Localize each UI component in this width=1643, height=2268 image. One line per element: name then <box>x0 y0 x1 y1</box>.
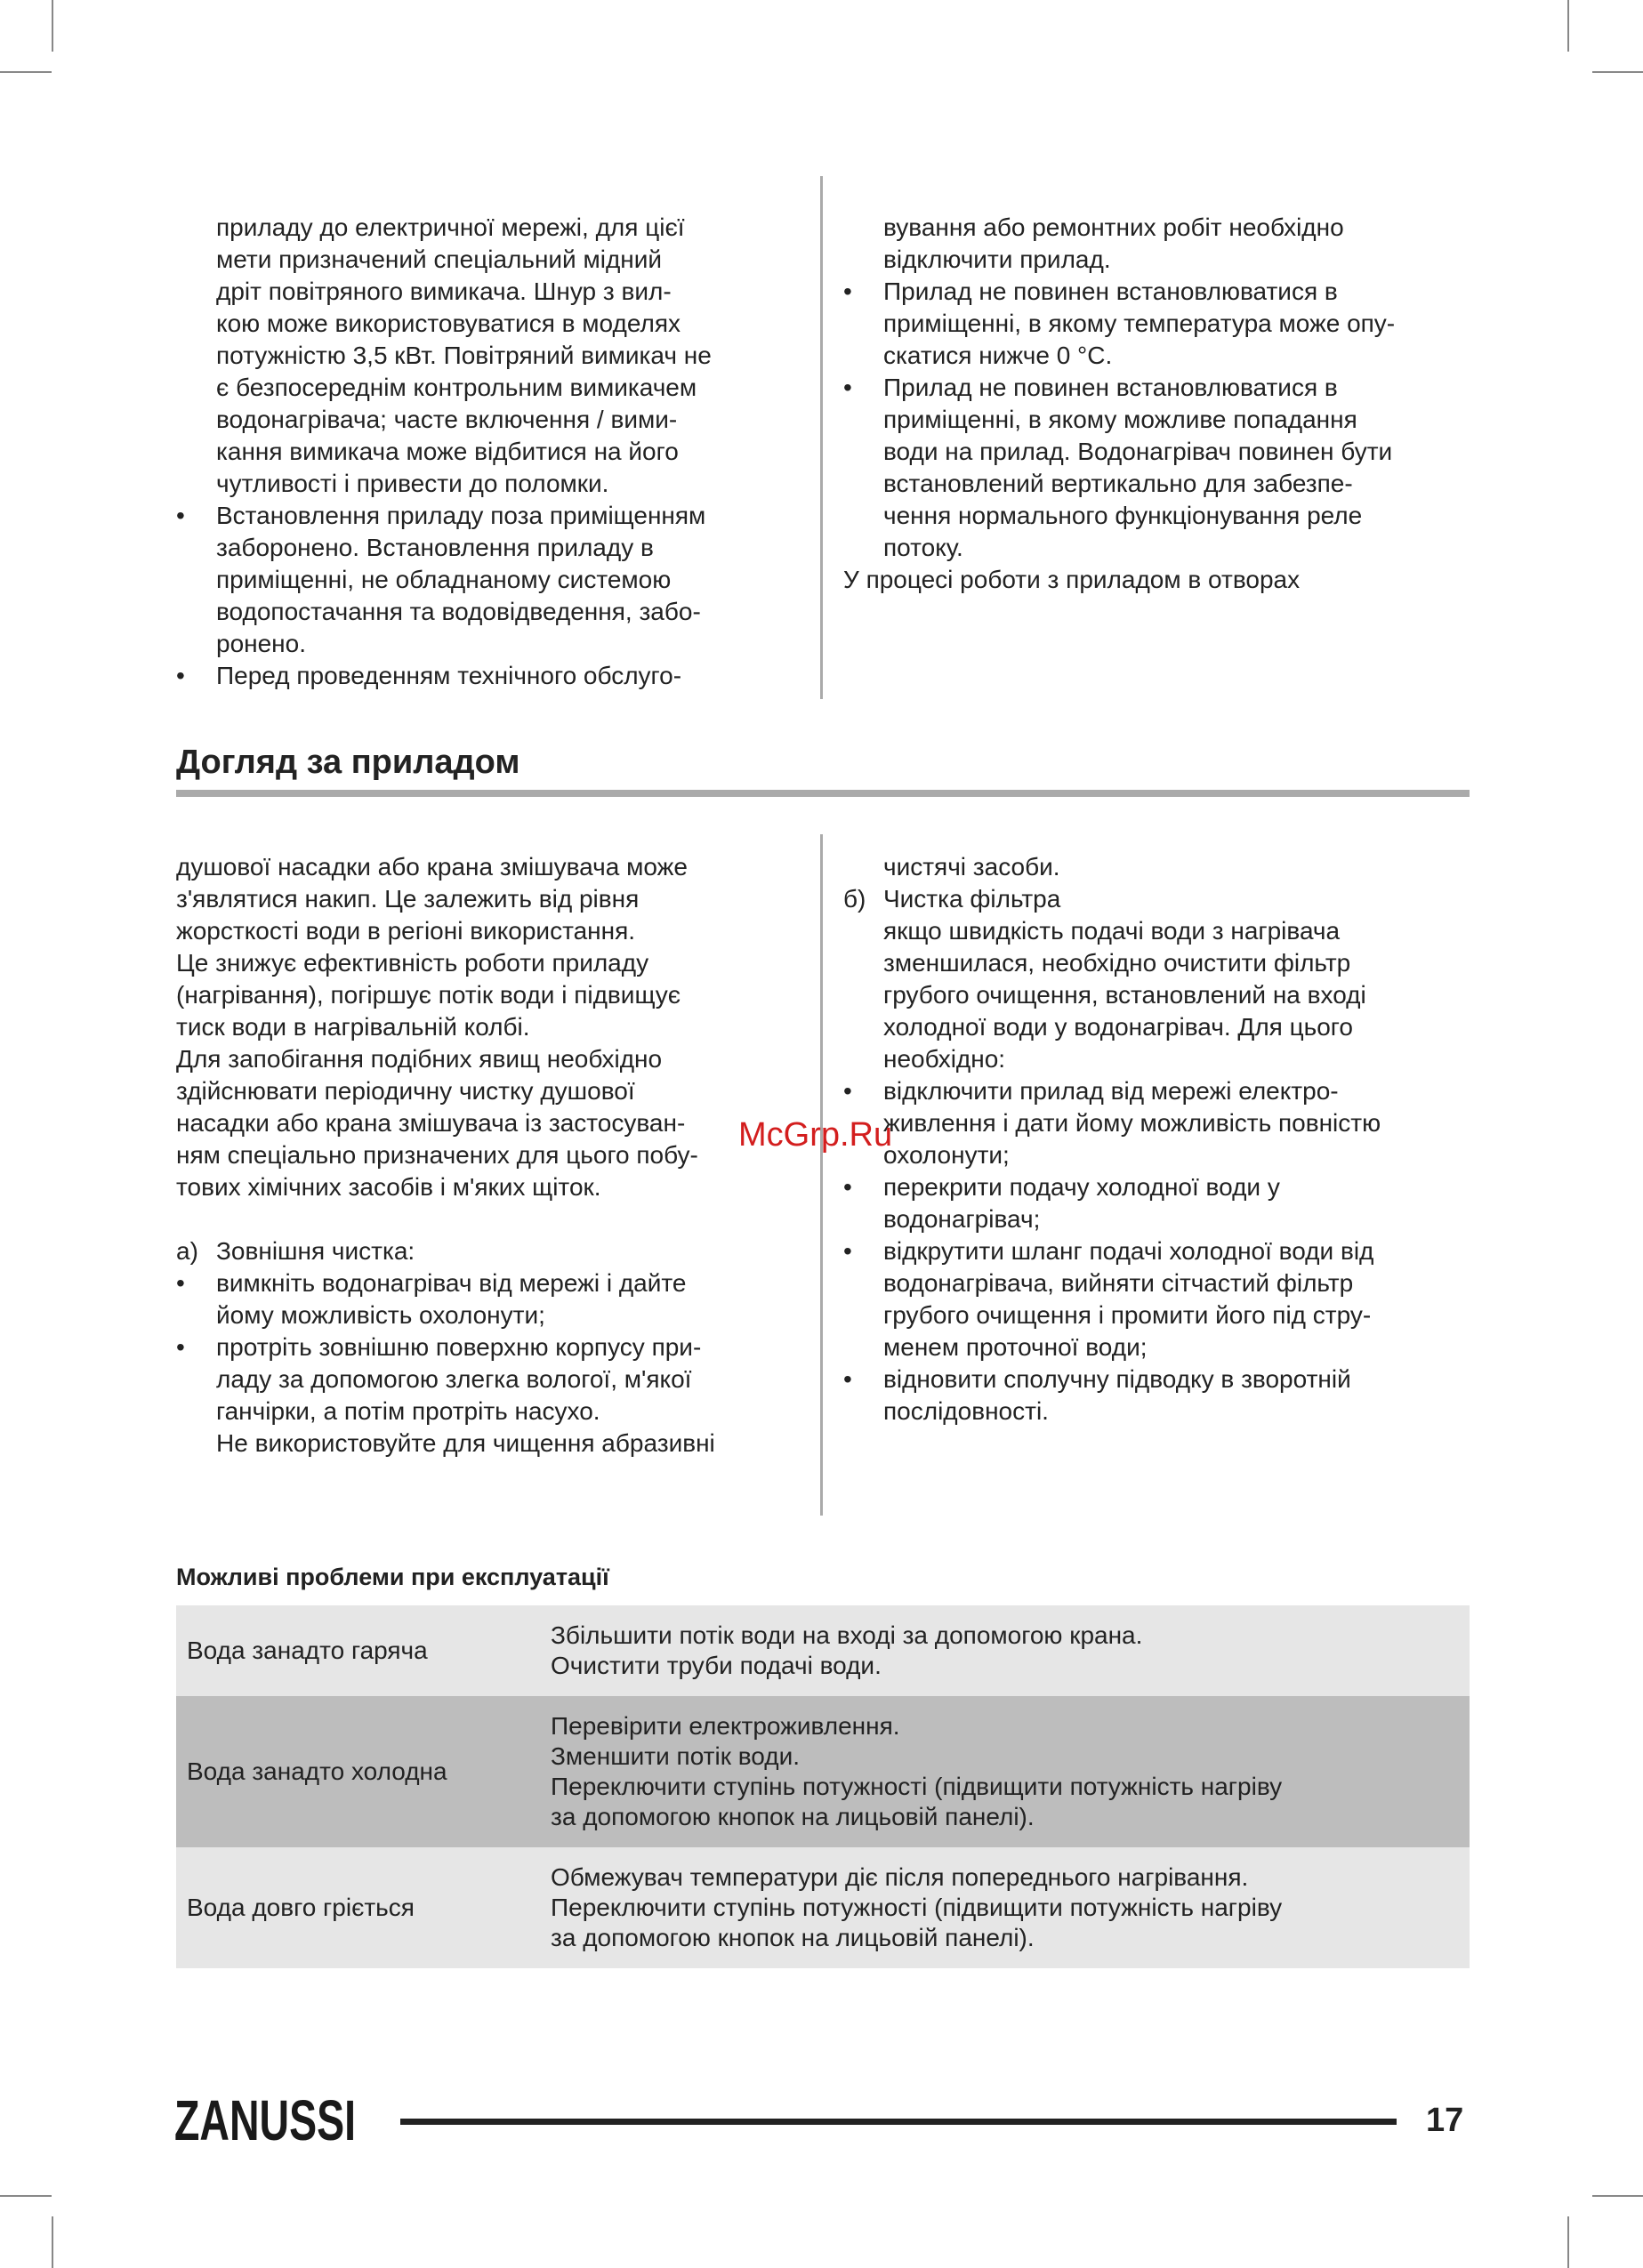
list-marker: • <box>843 1173 852 1201</box>
text-line: якщо швидкість подачі води з нагрівача <box>883 917 1341 945</box>
text-line: мети призначений спеціальний мідний <box>216 245 663 273</box>
troubleshooting-table <box>176 1605 1470 1968</box>
list-item <box>843 1075 1484 1107</box>
list-marker: а) <box>176 1237 198 1265</box>
text-line: дріт повітряного вимикача. Шнур з вил- <box>216 277 672 305</box>
solution-line: Зменшити потік води. <box>551 1742 801 1770</box>
list-item-text: перекрити подачу холодної води у <box>883 1173 1280 1201</box>
crop-mark <box>1592 2195 1643 2197</box>
text-line: холодної води у водонагрівач. Для цього <box>883 1013 1353 1041</box>
text-line: кання вимикача може відбитися на його <box>216 438 679 465</box>
text-line: грубого очищення і промити його під стру- <box>883 1301 1372 1329</box>
crop-mark <box>52 0 53 52</box>
table-row <box>176 1605 1470 1696</box>
list-item <box>843 372 1484 404</box>
text-line: ням спеціально призначених для цього побу- <box>176 1141 698 1169</box>
list-item <box>176 1331 817 1363</box>
text-line: приладу до електричної мережі, для цієї <box>216 213 685 241</box>
list-item-text: Встановлення приладу поза приміщенням <box>216 502 706 529</box>
text-line: (нагрівання), погіршує потік води і підвищує <box>176 981 681 1009</box>
list-marker: • <box>843 1237 852 1265</box>
text-line: скатися нижче 0 °С. <box>883 342 1113 369</box>
list-item <box>843 1171 1484 1203</box>
solution-cell <box>540 1847 1470 1968</box>
list-item-text: вимкніть водонагрівач від мережі і дайте <box>216 1269 687 1297</box>
list-item-text: відключити прилад від мережі електро- <box>883 1077 1339 1105</box>
list-item <box>176 1267 817 1299</box>
text-line: живлення і дати йому можливість повністю <box>883 1109 1381 1137</box>
list-item-text: протріть зовнішню поверхню корпусу при- <box>216 1333 702 1361</box>
text-line: водонагрівача, вийняти сітчастий фільтр <box>883 1269 1354 1297</box>
list-item <box>176 500 817 532</box>
text-line: потоку. <box>883 534 963 561</box>
text-line: охолонути; <box>883 1141 1010 1169</box>
text-line: Це знижує ефективність роботи приладу <box>176 949 649 977</box>
text-line: чення нормального функціонування реле <box>883 502 1363 529</box>
zanussi-logo <box>174 2088 358 2152</box>
list-item <box>843 1363 1484 1395</box>
text-line: встановлений вертикально для забезпе- <box>883 470 1353 497</box>
text-line: Не використовуйте для чищення абразивні <box>216 1429 715 1457</box>
solution-line: за допомогою кнопок на лицьовій панелі). <box>551 1924 1035 1951</box>
column-divider <box>820 176 823 699</box>
crop-mark <box>52 2216 53 2268</box>
problem-cell: Вода занадто холодна <box>176 1696 540 1847</box>
list-item-text: відновити сполучну підводку в зворотній <box>883 1365 1351 1393</box>
solution-line: за допомогою кнопок на лицьовій панелі). <box>551 1803 1035 1830</box>
text-line: ганчірки, а потім протріть насухо. <box>216 1397 600 1425</box>
intro-left-column <box>176 212 817 692</box>
text-line: менем проточної води; <box>883 1333 1148 1361</box>
text-line: здійснювати періодичну чистку душової <box>176 1077 635 1105</box>
text-line: Для запобігання подібних явищ необхідно <box>176 1045 663 1073</box>
heading-rule <box>176 790 1470 797</box>
problem-cell: Вода довго гріється <box>176 1847 540 1968</box>
list-marker: • <box>843 277 852 305</box>
spacer <box>176 1203 817 1235</box>
crop-mark <box>1567 0 1569 52</box>
text-line: приміщенні, в якому температура може опу- <box>883 310 1396 337</box>
list-item-text: Прилад не повинен встановлюватися в <box>883 277 1338 305</box>
text-line: необхідно: <box>883 1045 1006 1073</box>
solution-cell <box>540 1696 1470 1847</box>
list-marker: • <box>176 662 185 689</box>
text-line: грубого очищення, встановлений на вході <box>883 981 1366 1009</box>
text-line: води на прилад. Водонагрівач повинен бути <box>883 438 1393 465</box>
crop-mark <box>0 2195 52 2197</box>
list-marker: • <box>843 1077 852 1105</box>
list-item-text: відкрутити шланг подачі холодної води від <box>883 1237 1374 1265</box>
list-marker: • <box>176 1333 185 1361</box>
solution-line: Переключити ступінь потужності (підвищити потужність нагріву <box>551 1894 1283 1921</box>
text-line: вування або ремонтних робіт необхідно <box>883 213 1344 241</box>
text-line: чутливості і привести до поломки. <box>216 470 609 497</box>
text-line: У процесі роботи з приладом в отворах <box>843 566 1301 593</box>
page-number: 17 <box>1426 2102 1464 2139</box>
text-line: приміщенні, не обладнаному системою <box>216 566 672 593</box>
list-marker: б) <box>843 885 866 913</box>
solution-line: Переключити ступінь потужності (підвищити потужність нагріву <box>551 1773 1283 1800</box>
text-line: водопостачання та водовідведення, забо- <box>216 598 701 625</box>
crop-mark <box>1592 71 1643 73</box>
list-item-text: Прилад не повинен встановлюватися в <box>883 374 1338 401</box>
table-title: Можливі проблеми при експлуатації <box>176 1564 609 1590</box>
text-line: послідовності. <box>883 1397 1049 1425</box>
text-line: відключити прилад. <box>883 245 1111 273</box>
text-line: жорсткості води в регіоні використання. <box>176 917 636 945</box>
text-line: зменшилася, необхідно очистити фільтр <box>883 949 1351 977</box>
text-line: кою може використовуватися в моделях <box>216 310 681 337</box>
list-item <box>176 1235 817 1267</box>
text-line: водонагрівач; <box>883 1205 1041 1233</box>
solution-cell <box>540 1605 1470 1696</box>
text-line: тиск води в нагрівальній колбі. <box>176 1013 530 1041</box>
solution-line: Перевірити електроживлення. <box>551 1712 900 1740</box>
footer-rule <box>400 2119 1397 2125</box>
text-line: є безпосереднім контрольним вимикачем <box>216 374 697 401</box>
text-line: потужністю 3,5 кВт. Повітряний вимикач не <box>216 342 712 369</box>
text-line: заборонено. Встановлення приладу в <box>216 534 654 561</box>
text-line: ронено. <box>216 630 306 657</box>
solution-line: Очистити труби подачі води. <box>551 1652 882 1679</box>
text-line: чистячі засоби. <box>883 853 1060 881</box>
text-line: насадки або крана змішувача із застосуван- <box>176 1109 686 1137</box>
list-marker: • <box>176 1269 185 1297</box>
solution-line: Обмежувач температури діє після попереднього нагрівання. <box>551 1863 1249 1891</box>
crop-mark <box>1567 2216 1569 2268</box>
list-item-text: Чистка фільтра <box>883 885 1061 913</box>
problem-cell: Вода занадто гаряча <box>176 1605 540 1696</box>
table-row <box>176 1696 1470 1847</box>
logo-wordmark: ZANUSSI <box>174 2088 356 2152</box>
text-line: ладу за допомогою злегка вологої, м'якої <box>216 1365 692 1393</box>
column-divider <box>820 834 823 1516</box>
list-marker: • <box>843 374 852 401</box>
list-item <box>843 1235 1484 1267</box>
list-item <box>843 883 1484 915</box>
table-row <box>176 1847 1470 1968</box>
text-line: душової насадки або крана змішувача може <box>176 853 688 881</box>
list-marker: • <box>843 1365 852 1393</box>
list-item-text: Зовнішня чистка: <box>216 1237 415 1265</box>
text-line: тових хімічних засобів і м'яких щіток. <box>176 1173 601 1201</box>
text-line: з'являтися накип. Це залежить від рівня <box>176 885 640 913</box>
section-heading: Догляд за приладом <box>176 744 520 781</box>
care-left-column <box>176 851 817 1460</box>
list-item-text: Перед проведенням технічного обслуго- <box>216 662 682 689</box>
care-right-column <box>843 851 1484 1428</box>
list-item <box>176 660 817 692</box>
text-line: йому можливість охолонути; <box>216 1301 545 1329</box>
crop-mark <box>0 71 52 73</box>
text-line: приміщенні, в якому можливе попадання <box>883 406 1357 433</box>
list-marker: • <box>176 502 185 529</box>
text-line: водонагрівача; часте включення / вими- <box>216 406 678 433</box>
solution-line: Збільшити потік води на вході за допомогою крана. <box>551 1621 1143 1649</box>
intro-right-column <box>843 212 1484 596</box>
watermark-text: McGrp.Ru <box>738 1116 893 1154</box>
list-item <box>843 276 1484 308</box>
